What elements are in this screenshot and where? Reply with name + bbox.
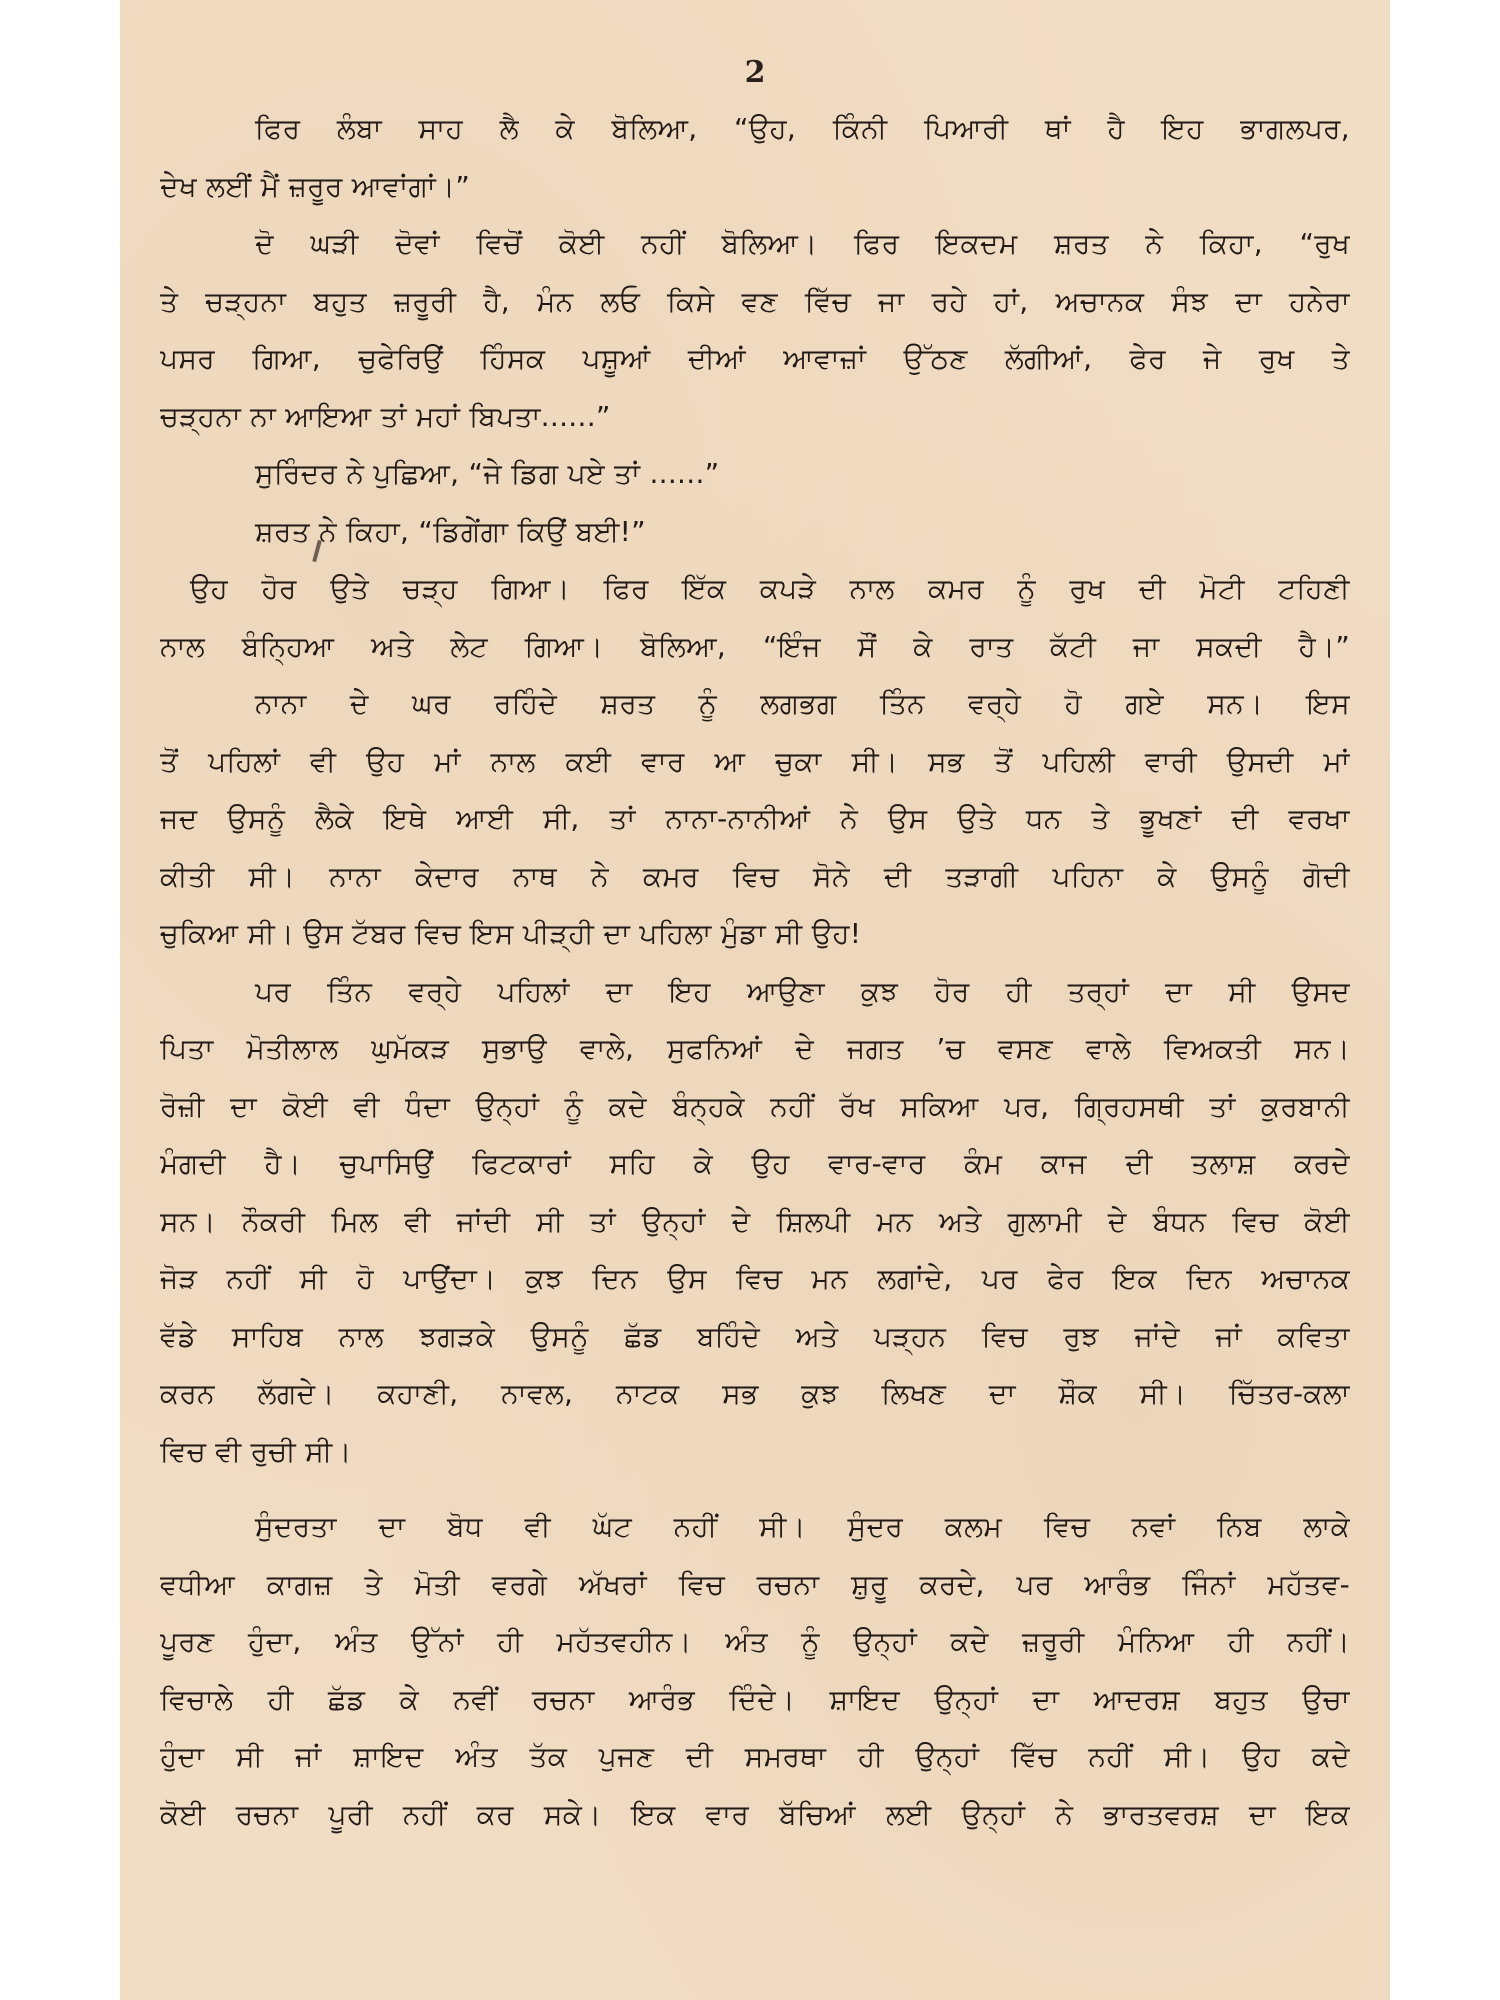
text-line: ਪੂਰਣ ਹੁੰਦਾ, ਅੰਤ ਉੱਨਾਂ ਹੀ ਮਹੱਤਵਹੀਨ। ਅੰਤ ਨੂੰ ਉਨ੍ਹਾਂ ਕਦੇ ਜ਼ਰੂਰੀ ਮੰਨਿਆ ਹੀ ਨਹੀਂ। (160, 1625, 1350, 1658)
text-line: ਸੁੰਦਰਤਾ ਦਾ ਬੋਧ ਵੀ ਘੱਟ ਨਹੀਂ ਸੀ। ਸੁੰਦਰ ਕਲਮ ਵਿਚ ਨਵਾਂ ਨਿਬ ਲਾਕੇ (255, 1510, 1350, 1543)
text-line: ਜੋੜ ਨਹੀਂ ਸੀ ਹੋ ਪਾਉਂਦਾ। ਕੁਝ ਦਿਨ ਉਸ ਵਿਚ ਮਨ ਲਗਾਂਦੇ, ਪਰ ਫੇਰ ਇਕ ਦਿਨ ਅਚਾਨਕ (160, 1262, 1350, 1295)
text-line: ਚੁਕਿਆ ਸੀ। ਉਸ ਟੱਬਰ ਵਿਚ ਇਸ ਪੀੜ੍ਹੀ ਦਾ ਪਹਿਲਾ ਮੁੰਡਾ ਸੀ ਉਹ! (160, 917, 862, 950)
text-line: ਦੇਖ ਲਈਂ ਮੈਂ ਜ਼ਰੂਰ ਆਵਾਂਗਾਂ।” (160, 169, 471, 203)
text-line: ਕੋਈ ਰਚਨਾ ਪੂਰੀ ਨਹੀਂ ਕਰ ਸਕੇ। ਇਕ ਵਾਰ ਬੱਚਿਆਂ ਲਈ ਉਨ੍ਹਾਂ ਨੇ ਭਾਰਤਵਰਸ਼ ਦਾ ਇਕ (160, 1797, 1350, 1831)
text-line: ਸਨ। ਨੌਕਰੀ ਮਿਲ ਵੀ ਜਾਂਦੀ ਸੀ ਤਾਂ ਉਨ੍ਹਾਂ ਦੇ ਸ਼ਿਲਪੀ ਮਨ ਅਤੇ ਗੁਲਾਮੀ ਦੇ ਬੰਧਨ ਵਿਚ ਕੋਈ (160, 1204, 1350, 1238)
text-line: ਸ਼ਰਤ ਨੇ ਕਿਹਾ, “ਡਿਗੇਂਗਾ ਕਿਉਂ ਬਈ!” (255, 514, 646, 548)
text-line: ਵੱਡੇ ਸਾਹਿਬ ਨਾਲ ਝਗੜਕੇ ਉਸਨੂੰ ਛੱਡ ਬਹਿੰਦੇ ਅਤੇ ਪੜ੍ਹਨ ਵਿਚ ਰੁਝ ਜਾਂਦੇ ਜਾਂ ਕਵਿਤਾ (160, 1319, 1350, 1353)
text-line: ਫਿਰ ਲੰਬਾ ਸਾਹ ਲੈ ਕੇ ਬੋਲਿਆ, “ਉਹ, ਕਿੰਨੀ ਪਿਆਰੀ ਥਾਂ ਹੈ ਇਹ ਭਾਗਲਪਰ, (255, 112, 1350, 145)
body-text (160, 100, 1350, 1843)
text-line: ਤੋਂ ਪਹਿਲਾਂ ਵੀ ਉਹ ਮਾਂ ਨਾਲ ਕਈ ਵਾਰ ਆ ਚੁਕਾ ਸੀ। ਸਭ ਤੋਂ ਪਹਿਲੀ ਵਾਰੀ ਉਸਦੀ ਮਾਂ (160, 744, 1350, 778)
text-line: ਨਾਨਾ ਦੇ ਘਰ ਰਹਿੰਦੇ ਸ਼ਰਤ ਨੂੰ ਲਗਭਗ ਤਿੰਨ ਵਰ੍ਹੇ ਹੋ ਗਏ ਸਨ। ਇਸ (255, 687, 1350, 720)
text-line: ਵਿਚਾਲੇ ਹੀ ਛੱਡ ਕੇ ਨਵੀਂ ਰਚਨਾ ਆਰੰਭ ਦਿੰਦੇ। ਸ਼ਾਇਦ ਉਨ੍ਹਾਂ ਦਾ ਆਦਰਸ਼ ਬਹੁਤ ਉਚਾ (160, 1682, 1350, 1716)
text-line: ਕੀਤੀ ਸੀ। ਨਾਨਾ ਕੇਦਾਰ ਨਾਥ ਨੇ ਕਮਰ ਵਿਚ ਸੋਨੇ ਦੀ ਤੜਾਗੀ ਪਹਿਨਾ ਕੇ ਉਸਨੂੰ ਗੋਦੀ (160, 859, 1350, 893)
text-line: ਹੁੰਦਾ ਸੀ ਜਾਂ ਸ਼ਾਇਦ ਅੰਤ ਤੱਕ ਪੁਜਣ ਦੀ ਸਮਰਥਾ ਹੀ ਉਨ੍ਹਾਂ ਵਿੱਚ ਨਹੀਂ ਸੀ। ਉਹ ਕਦੇ (160, 1740, 1350, 1773)
text-line: ਤੇ ਚੜ੍ਹਨਾ ਬਹੁਤ ਜ਼ਰੂਰੀ ਹੈ, ਮੰਨ ਲਓ ਕਿਸੇ ਵਣ ਵਿੱਚ ਜਾ ਰਹੇ ਹਾਂ, ਅਚਾਨਕ ਸੰਝ ਦਾ ਹਨੇਰਾ (160, 284, 1350, 318)
text-line: ਜਦ ਉਸਨੂੰ ਲੈਕੇ ਇਥੇ ਆਈ ਸੀ, ਤਾਂ ਨਾਨਾ-ਨਾਨੀਆਂ ਨੇ ਉਸ ਉਤੇ ਧਨ ਤੇ ਭੂਖਣਾਂ ਦੀ ਵਰਖਾ (160, 802, 1350, 835)
text-line: ਸੁਰਿੰਦਰ ਨੇ ਪੁਛਿਆ, “ਜੇ ਡਿਗ ਪਏ ਤਾਂ ......” (255, 457, 720, 490)
text-line: ਪਸਰ ਗਿਆ, ਚੁਫੇਰਿਉਂ ਹਿੰਸਕ ਪਸ਼ੂਆਂ ਦੀਆਂ ਆਵਾਜ਼ਾਂ ਉੱਠਣ ਲੱਗੀਆਂ, ਫੇਰ ਜੇ ਰੁਖ ਤੇ (160, 342, 1350, 375)
text-line: ਦੋ ਘੜੀ ਦੋਵਾਂ ਵਿਚੋਂ ਕੋਈ ਨਹੀਂ ਬੋਲਿਆ। ਫਿਰ ਇਕਦਮ ਸ਼ਰਤ ਨੇ ਕਿਹਾ, “ਰੁਖ (255, 227, 1350, 260)
page-number: 2 (744, 55, 766, 90)
text-line: ਵਿਚ ਵੀ ਰੁਚੀ ਸੀ। (160, 1434, 352, 1468)
text-line: ਮੰਗਦੀ ਹੈ। ਚੁਪਾਸਿਉਂ ਫਿਟਕਾਰਾਂ ਸਹਿ ਕੇ ਉਹ ਵਾਰ-ਵਾਰ ਕੰਮ ਕਾਜ ਦੀ ਤਲਾਸ਼ ਕਰਦੇ (160, 1147, 1350, 1180)
text-line: ਨਾਲ ਬੰਨ੍ਹਿਆ ਅਤੇ ਲੇਟ ਗਿਆ। ਬੋਲਿਆ, “ਇੰਜ ਸੌਂ ਕੇ ਰਾਤ ਕੱਟੀ ਜਾ ਸਕਦੀ ਹੈ।” (160, 629, 1350, 663)
text-line: ਕਰਨ ਲੱਗਦੇ। ਕਹਾਣੀ, ਨਾਵਲ, ਨਾਟਕ ਸਭ ਕੁਝ ਲਿਖਣ ਦਾ ਸ਼ੌਕ ਸੀ। ਚਿੱਤਰ-ਕਲਾ (160, 1377, 1350, 1410)
text-line: ਉਹ ਹੋਰ ਉਤੇ ਚੜ੍ਹ ਗਿਆ। ਫਿਰ ਇੱਕ ਕਪੜੇ ਨਾਲ ਕਮਰ ਨੂੰ ਰੁਖ ਦੀ ਮੋਟੀ ਟਹਿਣੀ (190, 572, 1350, 605)
text-line: ਰੋਜ਼ੀ ਦਾ ਕੋਈ ਵੀ ਧੰਦਾ ਉਨ੍ਹਾਂ ਨੂੰ ਕਦੇ ਬੰਨ੍ਹਕੇ ਨਹੀਂ ਰੱਖ ਸਕਿਆ ਪਰ, ਗ੍ਰਿਹਸਥੀ ਤਾਂ ਕੁਰਬਾਨੀ (160, 1089, 1350, 1123)
text-line: ਪਰ ਤਿੰਨ ਵਰ੍ਹੇ ਪਹਿਲਾਂ ਦਾ ਇਹ ਆਉਣਾ ਕੁਝ ਹੋਰ ਹੀ ਤਰ੍ਹਾਂ ਦਾ ਸੀ ਉਸਦ (255, 974, 1350, 1008)
text-line: ਚੜ੍ਹਨਾ ਨਾ ਆਇਆ ਤਾਂ ਮਹਾਂ ਬਿਪਤਾ......” (160, 399, 611, 433)
text-line: ਵਧੀਆ ਕਾਗਜ਼ ਤੇ ਮੋਤੀ ਵਰਗੇ ਅੱਖਰਾਂ ਵਿਚ ਰਚਨਾ ਸ਼ੁਰੂ ਕਰਦੇ, ਪਰ ਆਰੰਭ ਜਿੰਨਾਂ ਮਹੱਤਵ- (160, 1567, 1350, 1601)
book-page (120, 0, 1390, 2000)
text-line: ਪਿਤਾ ਮੋਤੀਲਾਲ ਘੁਮੱਕੜ ਸੁਭਾਉ ਵਾਲੇ, ਸੁਫਨਿਆਂ ਦੇ ਜਗਤ ’ਚ ਵਸਣ ਵਾਲੇ ਵਿਅਕਤੀ ਸਨ। (160, 1032, 1350, 1065)
